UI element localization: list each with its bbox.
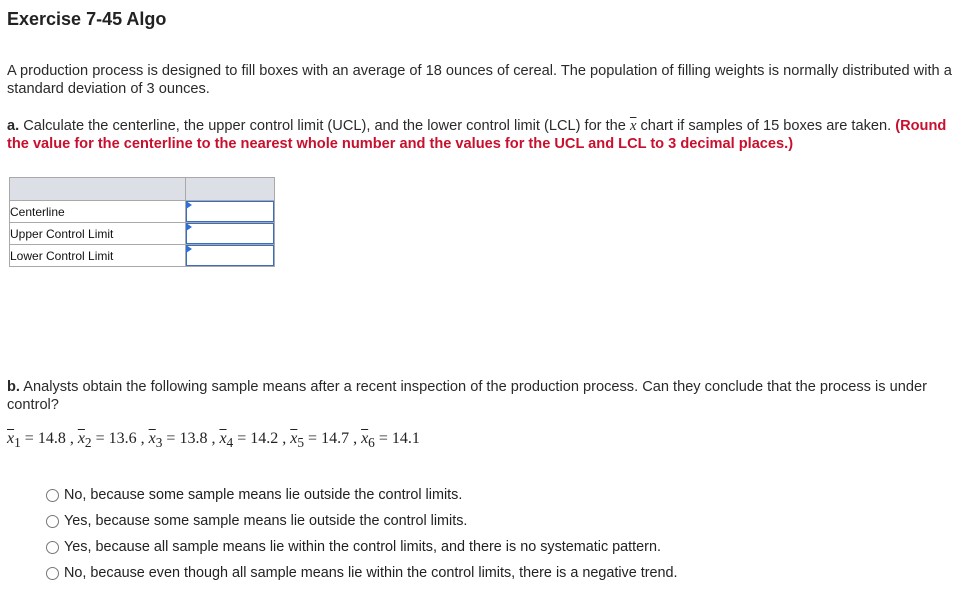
table-header-row — [10, 178, 275, 201]
sample-mean-value: 13.6 — [108, 430, 137, 447]
part-b-text: Analysts obtain the following sample means after a recent inspection of the production process. Can they conclude that the process is under control? — [7, 379, 927, 413]
sample-mean-value: 14.8 — [37, 430, 66, 447]
ucl-label: Upper Control Limit — [10, 223, 186, 245]
part-a-text-after: chart if samples of 15 boxes are taken. — [636, 118, 896, 134]
answer-marker-icon — [186, 201, 192, 209]
answer-marker-icon — [186, 223, 192, 231]
centerline-label: Centerline — [10, 201, 186, 223]
part-a-question — [7, 117, 952, 153]
sample-means-equation: $\overline{x}_1 = 14.8$ , $\overline{x}_2 = 13.6$ , $\overline{x}_3 = 13.8$ , $\overline{x}_4 = 14.2$ , $\overline{x}_5 = 14.7$ , $\overline{x}_6 = 14.1$ — [7, 430, 420, 451]
part-b-question — [7, 378, 952, 414]
part-a-text-before: Calculate the centerline, the upper control limit (UCL), and the lower control limit (LCL) for the — [19, 118, 630, 134]
option-3[interactable] — [46, 534, 678, 560]
lcl-cell — [186, 245, 275, 267]
sample-mean-value: 14.1 — [391, 430, 420, 447]
answer-marker-icon — [186, 245, 192, 253]
control-limits-table — [9, 177, 275, 267]
part-b-label: b. — [7, 379, 20, 395]
sample-mean-term: $\overline{x}_3 = 13.8$ — [148, 430, 208, 451]
option-label: No, because some sample means lie outside the control limits. — [64, 487, 463, 503]
table-header-value-cell — [186, 178, 275, 201]
x-bar-symbol: $\overline{x}$ — [629, 118, 637, 134]
centerline-input[interactable] — [186, 201, 274, 222]
answer-options — [46, 482, 678, 586]
table-row-lcl — [10, 245, 275, 267]
centerline-cell — [186, 201, 275, 223]
exercise-title: Exercise 7-45 Algo — [7, 9, 167, 29]
table-row-centerline — [10, 201, 275, 223]
rounding-instruction: (Round the value for the centerline to the nearest whole number and the values for the UCL and LCL to 3 decimal places.) — [7, 118, 947, 152]
lcl-input[interactable] — [186, 245, 274, 266]
intro-paragraph: A production process is designed to fill boxes with an average of 18 ounces of cereal. The population of filling weights is normally distributed with a standard deviation of 3 ounces. — [7, 63, 952, 97]
sample-mean-term: $\overline{x}_5 = 14.7$ — [290, 430, 350, 451]
option-label: Yes, because some sample means lie outside the control limits. — [64, 513, 468, 529]
option-1[interactable] — [46, 482, 678, 508]
sample-mean-term: $\overline{x}_6 = 14.1$ — [361, 430, 420, 451]
table-header-label-cell — [10, 178, 186, 201]
radio-button[interactable] — [46, 489, 59, 502]
radio-button[interactable] — [46, 515, 59, 528]
option-label: Yes, because all sample means lie within the control limits, and there is no systematic pattern. — [64, 539, 661, 555]
sample-mean-term: $\overline{x}_4 = 14.2$ — [219, 430, 279, 451]
sample-mean-value: 13.8 — [179, 430, 208, 447]
radio-button[interactable] — [46, 567, 59, 580]
option-2[interactable] — [46, 508, 678, 534]
option-label: No, because even though all sample means lie within the control limits, there is a negative trend. — [64, 565, 678, 581]
sample-mean-term: $\overline{x}_1 = 14.8$ — [7, 430, 66, 451]
sample-mean-value: 14.7 — [321, 430, 350, 447]
table-row-ucl — [10, 223, 275, 245]
ucl-cell — [186, 223, 275, 245]
ucl-input[interactable] — [186, 223, 274, 244]
radio-button[interactable] — [46, 541, 59, 554]
sample-mean-value: 14.2 — [250, 430, 279, 447]
part-a-label: a. — [7, 118, 20, 134]
option-4[interactable] — [46, 560, 678, 586]
sample-mean-term: $\overline{x}_2 = 13.6$ — [77, 430, 137, 451]
lcl-label: Lower Control Limit — [10, 245, 186, 267]
